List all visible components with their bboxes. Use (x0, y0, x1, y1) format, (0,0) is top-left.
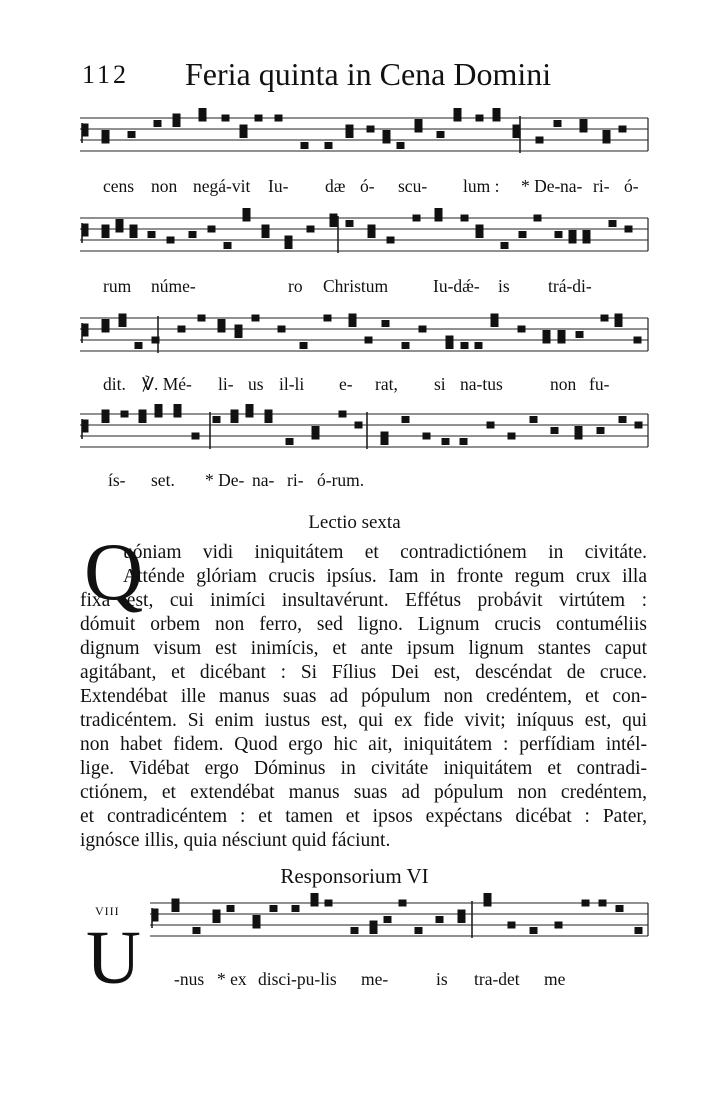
lyric-syllable: núme- (151, 276, 196, 296)
neume (265, 410, 272, 416)
neume (397, 143, 404, 149)
neume (213, 417, 220, 423)
neume (102, 326, 109, 332)
neume (491, 321, 498, 327)
neume (155, 411, 162, 417)
neume (475, 343, 482, 349)
neume (325, 900, 332, 906)
neume (615, 314, 622, 320)
neume (102, 417, 109, 423)
lyric-syllable: negá-vit (193, 176, 251, 196)
neume (603, 137, 610, 143)
neume (253, 922, 260, 928)
neume (102, 320, 109, 326)
neume (121, 411, 128, 417)
lyric-syllable: ó- (360, 176, 375, 196)
lyric-syllable: li- (218, 374, 234, 394)
clef-mark (152, 909, 158, 921)
lyric-syllable: ℣. Mé- (142, 374, 192, 394)
neume (501, 243, 508, 249)
neume (402, 343, 409, 349)
neume (446, 343, 453, 349)
neume (530, 928, 537, 934)
neume (270, 906, 277, 912)
neume (508, 433, 515, 439)
lyric-syllable: Christum (323, 276, 389, 296)
neume (616, 906, 623, 912)
neume (102, 410, 109, 416)
neume (139, 417, 146, 423)
neume (365, 337, 372, 343)
neume (583, 237, 590, 243)
responsorium-heading: Responsorium VI (280, 864, 429, 888)
neume (508, 922, 515, 928)
neume (135, 343, 142, 349)
neume (461, 343, 468, 349)
lectio-line: agitábant, et dicébant : Si Fílius Dei est, descéndat de cruce. (80, 662, 647, 683)
neume (436, 917, 443, 923)
neume (513, 132, 520, 138)
lyric-syllable: disci-pu-lis (258, 969, 337, 989)
neume (381, 439, 388, 445)
neume (576, 332, 583, 338)
neume (458, 910, 465, 916)
neume (307, 226, 314, 232)
lyric-syllable: is (498, 276, 510, 296)
lectio-heading: Lectio sexta (308, 512, 401, 533)
lectio-line: ctiónem, et extendébat manus suas ad pópulum non credéntem, (80, 782, 647, 803)
neume (116, 226, 123, 232)
neume (262, 225, 269, 231)
neume (119, 314, 126, 320)
lyric-syllable: cens (103, 176, 135, 196)
neume (487, 422, 494, 428)
neume (173, 114, 180, 120)
lyric-syllable: tra-det (474, 969, 520, 989)
neume (402, 417, 409, 423)
neume (536, 137, 543, 143)
neume (102, 131, 109, 137)
lyric-syllable: * ex (217, 969, 247, 989)
neume (534, 215, 541, 221)
neume (423, 433, 430, 439)
neume (603, 131, 610, 137)
neume (167, 237, 174, 243)
neume (139, 410, 146, 416)
neume (399, 900, 406, 906)
neume (155, 405, 162, 411)
neume (558, 331, 565, 337)
neume (519, 232, 526, 238)
neume (460, 439, 467, 445)
neume (543, 331, 550, 337)
neume (199, 115, 206, 121)
neume (493, 109, 500, 115)
neume (292, 906, 299, 912)
neume (227, 906, 234, 912)
neume (240, 132, 247, 138)
neume (311, 900, 318, 906)
lyric-syllable: ri- (287, 470, 304, 490)
neume (601, 315, 608, 321)
lyric-syllable: Iu-dǽ- (433, 276, 480, 296)
lyric-syllable: me (544, 969, 566, 989)
lyric-syllable: lum : (463, 176, 500, 196)
lyric-syllable: na-tus (460, 374, 503, 394)
lyric-syllable: trá-di- (548, 276, 592, 296)
neume (285, 243, 292, 249)
neume (580, 120, 587, 126)
neume (575, 427, 582, 433)
neume (543, 337, 550, 343)
neume (555, 232, 562, 238)
lyric-syllable: me- (361, 969, 389, 989)
lyric-syllable: non (550, 374, 577, 394)
neume (130, 232, 137, 238)
lyric-syllable: -nus (174, 969, 205, 989)
neume (491, 314, 498, 320)
lectio-line: Atténde glóriam crucis ipsíus. Iam in fronte regum crux illa (123, 566, 647, 587)
neume (530, 417, 537, 423)
lyric-syllable: us (248, 374, 264, 394)
neume (555, 922, 562, 928)
neume (597, 428, 604, 434)
neume (580, 126, 587, 132)
neume (461, 215, 468, 221)
neume (635, 928, 642, 934)
neume (172, 906, 179, 912)
clef-mark (82, 124, 88, 136)
neume (381, 432, 388, 438)
neume (235, 325, 242, 331)
neume (435, 209, 442, 215)
lectio-line: dómuit orbem non ferro, sed ligno. Lignum crucis contuméliis (80, 614, 647, 635)
neume (102, 232, 109, 238)
neume (383, 131, 390, 137)
lectio-line: fixa est, cui inimíci insultavérunt. Effétus probávit virtútem : (80, 590, 647, 611)
neume (154, 121, 161, 127)
neume (255, 115, 262, 121)
neume (102, 225, 109, 231)
neume (312, 427, 319, 433)
neume (174, 405, 181, 411)
neume (208, 226, 215, 232)
lyric-syllable: is (436, 969, 448, 989)
neume (368, 225, 375, 231)
neume (493, 115, 500, 121)
neume (446, 336, 453, 342)
lyric-syllable: * De- (205, 470, 245, 490)
neume (278, 326, 285, 332)
clef-mark (82, 224, 88, 236)
lyric-syllable: ís- (108, 470, 126, 490)
drop-cap: U (86, 916, 141, 1000)
neume (619, 126, 626, 132)
lyric-syllable: Iu- (268, 176, 289, 196)
neume (213, 910, 220, 916)
neume (231, 410, 238, 416)
neume (476, 232, 483, 238)
lectio-line: Extendébat ille manus suas ad pópulum non credéntem, et con- (80, 686, 647, 707)
neume (619, 417, 626, 423)
lyric-syllable: set. (151, 470, 175, 490)
neume (435, 215, 442, 221)
neume (231, 417, 238, 423)
neume (615, 321, 622, 327)
neume (383, 137, 390, 143)
neume (246, 411, 253, 417)
neume (419, 326, 426, 332)
neume (476, 225, 483, 231)
lyric-syllable: * De- (521, 176, 561, 196)
lyric-syllable: na- (560, 176, 583, 196)
lyric-syllable: e- (339, 374, 353, 394)
lectio-line: lige. Vidébat ergo Dóminus in civitáte iniquitátem et contradi- (80, 758, 647, 779)
neume (193, 928, 200, 934)
neume (189, 232, 196, 238)
page-number: 112 (82, 60, 130, 89)
neume (349, 314, 356, 320)
neume (554, 121, 561, 127)
neume (625, 226, 632, 232)
neume (454, 115, 461, 121)
neume (218, 326, 225, 332)
running-title: Feria quinta in Cena Domini (185, 56, 552, 92)
neume (265, 417, 272, 423)
neume (582, 900, 589, 906)
neume (330, 214, 337, 220)
neume (558, 337, 565, 343)
neume (349, 321, 356, 327)
neume (346, 125, 353, 131)
neume (454, 109, 461, 115)
neume (275, 115, 282, 121)
neume (339, 411, 346, 417)
neume (172, 899, 179, 905)
neume (252, 315, 259, 321)
neume (575, 433, 582, 439)
neume (240, 125, 247, 131)
lyric-syllable: na- (252, 470, 275, 490)
lectio-line: uóniam vidi iniquitátem et contradictiónem in civitáte. (123, 542, 647, 563)
neume (235, 332, 242, 338)
lectio-line: tradicéntem. Si enim iustus est, qui ex fide vivit; iníquus est, qui (80, 710, 647, 731)
neume (346, 132, 353, 138)
lyric-syllable: non (151, 176, 178, 196)
neume (224, 243, 231, 249)
neume (116, 220, 123, 226)
neume (218, 320, 225, 326)
neume (324, 315, 331, 321)
neume (300, 343, 307, 349)
neume (551, 428, 558, 434)
neume (484, 894, 491, 900)
neume (518, 326, 525, 332)
lectio-line: ignósce illis, quia nésciunt quid fáciunt. (80, 830, 391, 851)
neume (243, 209, 250, 215)
neume (382, 321, 389, 327)
neume (415, 120, 422, 126)
neume (635, 422, 642, 428)
neume (301, 143, 308, 149)
lyric-syllable: rat, (375, 374, 398, 394)
neume (346, 221, 353, 227)
neume (513, 125, 520, 131)
neume (599, 900, 606, 906)
neume (458, 917, 465, 923)
neume (413, 215, 420, 221)
lyric-syllable: dæ (325, 176, 346, 196)
clef-mark (82, 420, 88, 432)
neume (213, 917, 220, 923)
neume (173, 121, 180, 127)
lyric-syllable: ó-rum. (317, 470, 365, 490)
neume (634, 337, 641, 343)
neume (286, 439, 293, 445)
lyric-syllable: fu- (589, 374, 610, 394)
neume (355, 422, 362, 428)
neume (387, 237, 394, 243)
neume (583, 231, 590, 237)
neume (415, 126, 422, 132)
lyric-syllable: ó- (624, 176, 639, 196)
neume (370, 928, 377, 934)
neume (437, 132, 444, 138)
neume (312, 433, 319, 439)
neume (246, 405, 253, 411)
neume (178, 326, 185, 332)
neume (609, 221, 616, 227)
neume (311, 894, 318, 900)
neume (367, 126, 374, 132)
neume (199, 109, 206, 115)
neume (368, 232, 375, 238)
lyric-syllable: ro (288, 276, 303, 296)
neume (442, 439, 449, 445)
neume (148, 232, 155, 238)
neume (330, 221, 337, 227)
neume (484, 900, 491, 906)
lectio-line: non habet fidem. Quod ergo hic ait, iniquitátem : perfídiam intél- (80, 734, 647, 755)
neume (285, 236, 292, 242)
neume (243, 215, 250, 221)
neume (102, 137, 109, 143)
neume (325, 143, 332, 149)
neume (370, 921, 377, 927)
drop-cap: Q (84, 526, 144, 617)
lyric-syllable: il-li (279, 374, 305, 394)
neume (569, 231, 576, 237)
lectio-line: et contradicéntem : et tamen et ipsos expéctans dicébat : Pater, (80, 806, 647, 827)
lyric-syllable: rum (103, 276, 132, 296)
lectio-line: dignum visum est inimícis, et ante ipsum lignum stantes caput (80, 638, 647, 659)
lyric-syllable: scu- (398, 176, 428, 196)
neume (198, 315, 205, 321)
mode-label: VIII (95, 904, 120, 918)
neume (384, 917, 391, 923)
neume (253, 916, 260, 922)
clef-mark (82, 324, 88, 336)
neume (351, 928, 358, 934)
neume (476, 115, 483, 121)
neume (222, 115, 229, 121)
neume (569, 237, 576, 243)
lyric-syllable: ri- (593, 176, 610, 196)
neume (130, 225, 137, 231)
neume (262, 232, 269, 238)
neume (192, 433, 199, 439)
neume (174, 411, 181, 417)
lyric-syllable: dit. (103, 374, 126, 394)
lyric-syllable: si (434, 374, 446, 394)
neume (152, 337, 159, 343)
neume (128, 132, 135, 138)
neume (415, 928, 422, 934)
neume (119, 321, 126, 327)
